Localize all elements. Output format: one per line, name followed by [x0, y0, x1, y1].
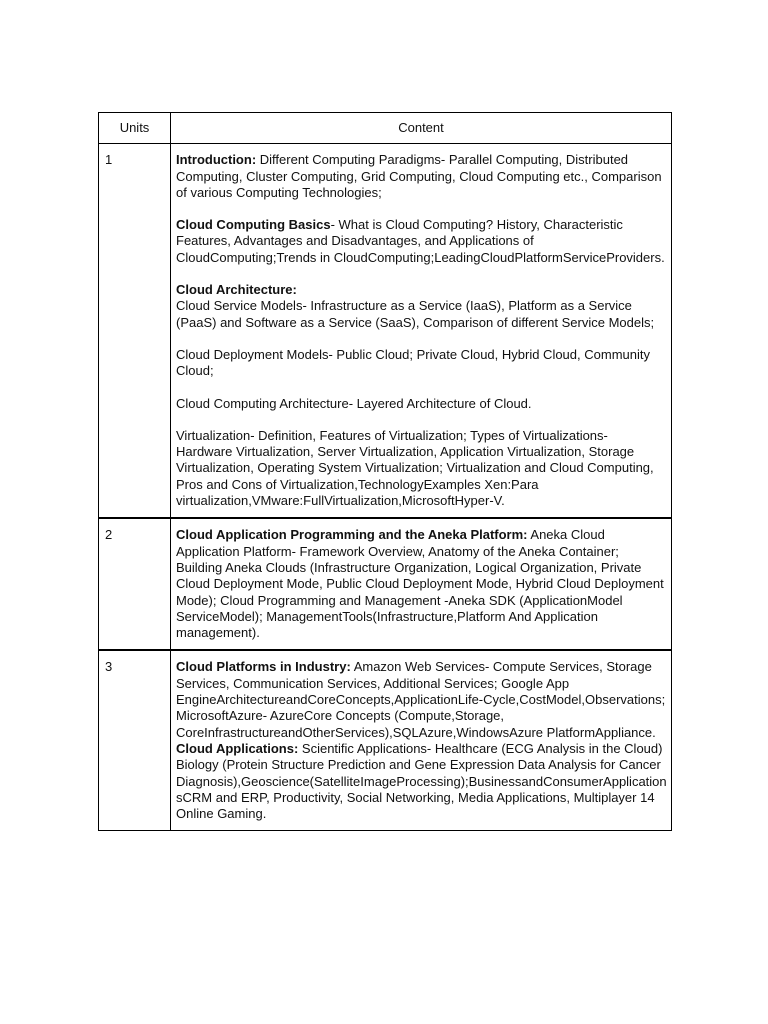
topic-text: Cloud Computing Architecture- Layered Architecture of Cloud. — [176, 395, 532, 411]
topic-text: Scientific Applications- Healthcare (ECG Analysis in the Cloud) Biology (Protein Structure Prediction and Gene Expression Data Analysis for Cancer Diagnosis),Geoscience(SatelliteImageProcessing);BusinessandConsumerApplicationsCRM and ERP, Productivity, Social Networking, Media Applications, Multiplayer 14 Online Gaming. — [176, 740, 667, 822]
content-paragraph — [176, 282, 667, 298]
content-paragraph — [176, 152, 667, 201]
unit-number: 3 — [99, 650, 171, 830]
header-row — [99, 113, 672, 144]
unit-content — [171, 518, 672, 650]
content-paragraph — [176, 347, 667, 380]
unit-number: 2 — [99, 518, 171, 650]
topic-text: Cloud Deployment Models- Public Cloud; Private Cloud, Hybrid Cloud, Community Cloud; — [176, 346, 650, 379]
table-row — [99, 144, 672, 519]
topic-text: Cloud Service Models- Infrastructure as a Service (IaaS), Platform as a Service (PaaS) and Software as a Service (SaaS), Comparison of different Service Models; — [176, 298, 655, 330]
unit-number: 1 — [99, 144, 171, 519]
topic-heading: Cloud Applications: — [176, 740, 299, 756]
content-paragraph — [176, 659, 667, 740]
table-row — [99, 518, 672, 650]
topic-text: Amazon Web Services- Compute Services, Storage Services, Communication Services, Additional Services; Google App EngineArchitectureandCoreConcepts,ApplicationLife-Cycle,CostModel,Observations; MicrosoftAzure- AzureCore Concepts (Compute,Storage, CoreInfrastructureandOtherServices),SQLAzure,WindowsAzure PlatformAppliance. — [176, 659, 666, 740]
content-paragraph — [176, 428, 667, 509]
content-paragraph — [176, 741, 667, 822]
content-header: Content — [171, 113, 672, 144]
topic-heading: Cloud Computing Basics — [176, 217, 331, 233]
content-paragraph — [176, 396, 667, 412]
topic-text: - What is Cloud Computing? History, Characteristic Features, Advantages and Disadvantages, and Applications of CloudComputing;Trends in CloudComputing;LeadingCloudPlatformServiceProviders. — [176, 217, 665, 265]
unit-content — [171, 144, 672, 519]
table-row — [99, 650, 672, 830]
topic-text: Aneka Cloud Application Platform- Framework Overview, Anatomy of the Aneka Container; Building Aneka Clouds (Infrastructure Organization, Logical Organization, Private Cloud Deployment Mode, Public Cloud Deployment Mode, Hybrid Cloud Deployment Mode); Cloud Programming and Management -Aneka SDK (ApplicationModel ServiceModel); ManagementTools(Infrastructure,Platform And Application management). — [176, 527, 664, 641]
content-paragraph — [176, 298, 667, 331]
topic-text: Different Computing Paradigms- Parallel Computing, Distributed Computing, Cluster Computing, Grid Computing, Cloud Computing etc., Comparison of various Computing Technologies; — [176, 152, 662, 200]
units-header: Units — [99, 113, 171, 144]
topic-text: Virtualization- Definition, Features of Virtualization; Types of Virtualizations- Hardware Virtualization, Server Virtualization, Application Virtualization, Storage Virtualization, Operating System Virtualization; Virtualization and Cloud Computing, Pros and Cons of Virtualization,TechnologyExamples Xen:Para virtualization,VMware:FullVirtualization,MicrosoftHyper-V. — [176, 427, 654, 509]
topic-heading: Cloud Architecture: — [176, 282, 297, 298]
syllabus-table — [98, 112, 672, 831]
unit-content — [171, 650, 672, 830]
topic-heading: Introduction: — [176, 152, 257, 168]
topic-heading: Cloud Platforms in Industry: — [176, 659, 351, 675]
content-paragraph — [176, 527, 667, 641]
content-paragraph — [176, 217, 667, 266]
topic-heading: Cloud Application Programming and the Aneka Platform: — [176, 527, 528, 543]
